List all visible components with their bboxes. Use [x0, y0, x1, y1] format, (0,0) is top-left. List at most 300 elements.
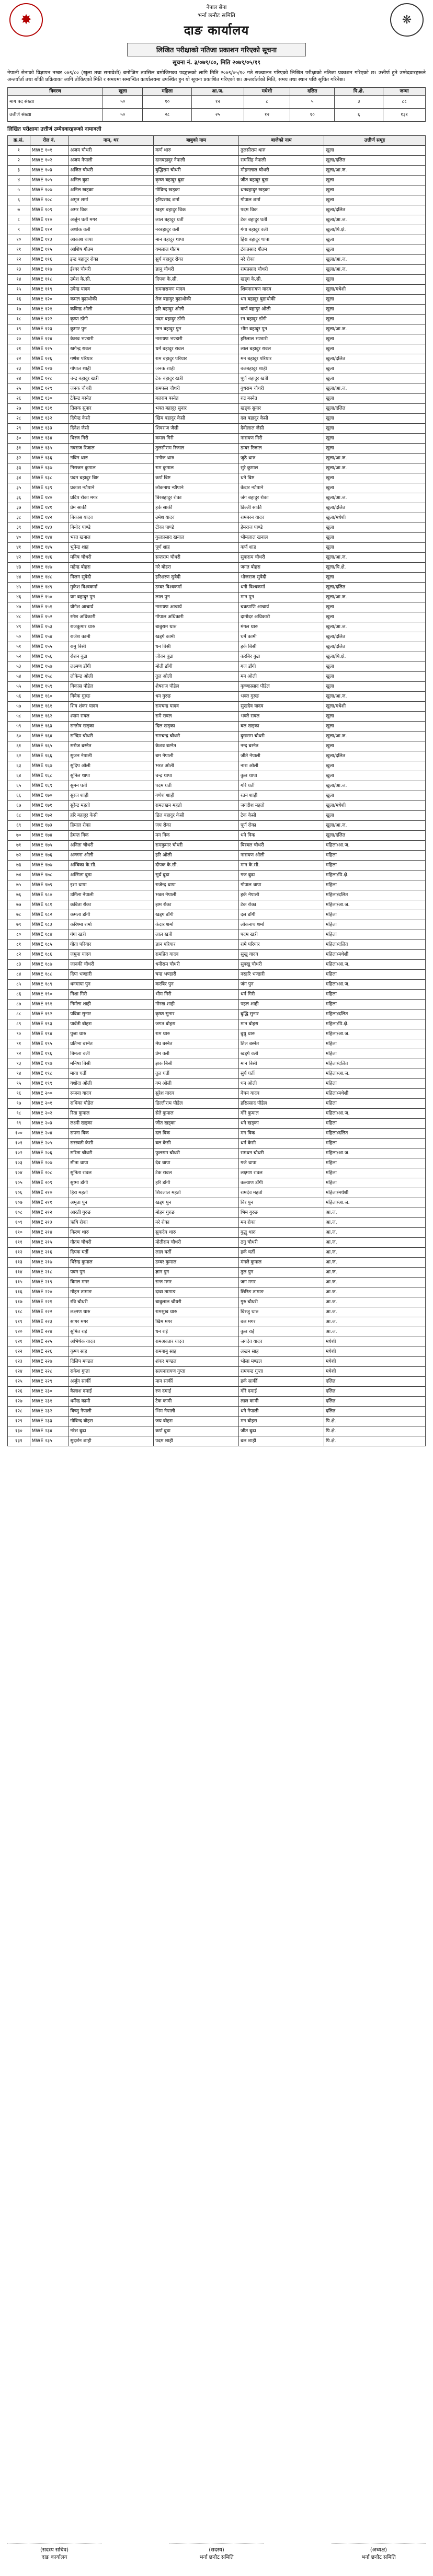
passed-group: महिला/दलित [324, 1009, 425, 1019]
serial-number: ३१ [8, 443, 30, 453]
roll-number: MWE १६६ [30, 751, 69, 761]
table-row [8, 1059, 426, 1069]
passed-group: खुला/पि.क्षे. [324, 562, 425, 572]
grandfather-name: करबिर बुढा [239, 652, 324, 662]
grandfather-name: नरे रोका [239, 254, 324, 264]
father-name: रामअवतार यादव [154, 1337, 239, 1347]
roll-number: MWE २१५ [30, 1237, 69, 1247]
serial-number: ३३ [8, 463, 30, 473]
candidate-name: दिलिप मण्डल [69, 1356, 154, 1366]
candidate-name: सरिता चौधरी [69, 1148, 154, 1158]
table-row [8, 1009, 426, 1019]
passed-group: महिला [324, 1078, 425, 1088]
father-name: सन्त मगर [154, 1277, 239, 1287]
roll-number: MWE १६९ [30, 781, 69, 791]
signature-member-secretary [7, 2544, 101, 2560]
passed-group: महिला [324, 920, 425, 930]
grandfather-name: नरहरि भण्डारी [239, 969, 324, 979]
table-row [8, 602, 426, 612]
father-name: जनक शाही [154, 364, 239, 374]
serial-number: ४५ [8, 582, 30, 592]
serial-number: २३ [8, 364, 30, 374]
grandfather-name: सुखु यादव [239, 949, 324, 959]
table-row [8, 195, 426, 205]
passed-group: खुला [324, 523, 425, 532]
candidate-name: केशव भण्डारी [69, 334, 154, 344]
serial-number: १०२ [8, 1148, 30, 1158]
table-row [8, 175, 426, 185]
father-name: खिम मगर [154, 1317, 239, 1327]
serial-number: १३१ [8, 1436, 30, 1446]
grandfather-name: हिरा बहादुर थापा [239, 235, 324, 245]
passed-group: महिला [324, 850, 425, 860]
passed-group: महिला/आ.ज. [324, 979, 425, 989]
serial-number: ८७ [8, 999, 30, 1009]
serial-number: ५२ [8, 652, 30, 662]
table-row [8, 354, 426, 364]
roll-number: MWE १०७ [30, 185, 69, 195]
roll-number: MWE १९८ [30, 1069, 69, 1078]
grandfather-name: भोला मण्डल [239, 1356, 324, 1366]
roll-number: MWE १३७ [30, 463, 69, 473]
serial-number: १३ [8, 264, 30, 274]
father-name: सन्तराम चौधरी [154, 552, 239, 562]
grandfather-name: बुधु थारु [239, 1029, 324, 1039]
roll-number: MWE १७५ [30, 840, 69, 850]
father-name: रण दमाई [154, 1386, 239, 1396]
serial-number: ६२ [8, 751, 30, 761]
quota-cell: १२ [192, 96, 244, 109]
serial-number: ७१ [8, 840, 30, 850]
candidate-name: पवन पुन [69, 1267, 154, 1277]
serial-number: ७२ [8, 850, 30, 860]
candidate-name: पदम बहादुर बिष्ट [69, 473, 154, 483]
passed-group: मधेशी [324, 1337, 425, 1347]
army-seal-icon: ❋ [390, 3, 424, 37]
father-name: भीम गिरी [154, 989, 239, 999]
candidate-name: लोकेन्द्र ओली [69, 671, 154, 681]
candidate-name: अशोक वली [69, 225, 154, 235]
candidate-name: सुदिप ओली [69, 761, 154, 771]
table-row [8, 920, 426, 930]
father-name: जीत खड्का [154, 1118, 239, 1128]
roll-number: MWE ११२ [30, 225, 69, 235]
serial-number: २९ [8, 423, 30, 433]
roll-number: MWE १०३ [30, 165, 69, 175]
table-row [8, 215, 426, 225]
candidate-name: राजकुमार थारु [69, 622, 154, 632]
serial-number: ६१ [8, 741, 30, 751]
serial-number: ९८ [8, 1108, 30, 1118]
serial-number: ५५ [8, 681, 30, 691]
results-header-cell: क्र.सं. [8, 136, 30, 146]
table-row [8, 691, 426, 701]
table-row [8, 1347, 426, 1356]
roll-number: MWE १७३ [30, 820, 69, 830]
table-row [8, 622, 426, 632]
table-row [8, 274, 426, 284]
candidate-name: सीता थापा [69, 1158, 154, 1168]
passed-group: महिला [324, 930, 425, 939]
passed-group: आ.ज. [324, 1227, 425, 1237]
passed-group: खुला [324, 433, 425, 443]
roll-number: MWE १८६ [30, 949, 69, 959]
passed-group: पि.क्षे. [324, 1426, 425, 1436]
roll-number: MWE १८१ [30, 900, 69, 910]
grandfather-name: बलबहादुर शाही [239, 364, 324, 374]
roll-number: MWE २०६ [30, 1148, 69, 1158]
grandfather-name: गोरे दमाई [239, 1386, 324, 1396]
passed-group: खुला/आ.ज. [324, 215, 425, 225]
grandfather-name: सुक्खु चौधरी [239, 959, 324, 969]
results-header-cell: उत्तीर्ण समूह [324, 136, 425, 146]
father-name: मान सार्की [154, 1376, 239, 1386]
candidate-name: धिरज गिरी [69, 433, 154, 443]
roll-number: MWE २०४ [30, 1128, 69, 1138]
grandfather-name: रामदेव महतो [239, 1188, 324, 1198]
candidate-name: बिष्णु नेपाली [69, 1406, 154, 1416]
serial-number: ६ [8, 195, 30, 205]
passed-group: खुला/मधेशी [324, 513, 425, 523]
table-row [8, 612, 426, 622]
candidate-name: अन्जना ओली [69, 850, 154, 860]
passed-group: महिला/आ.ज. [324, 1069, 425, 1078]
father-name: रामे रावल [154, 711, 239, 721]
table-row [8, 1198, 426, 1208]
passed-group: खुला [324, 741, 425, 751]
roll-number: MWE १७९ [30, 880, 69, 890]
passed-group: महिला/आ.ज. [324, 1148, 425, 1158]
father-name: हर्क सार्की [154, 503, 239, 513]
candidate-name: अर्जुन घर्ती मगर [69, 215, 154, 225]
father-name: बुद्धिराम चौधरी [154, 165, 239, 175]
passed-group: खुला [324, 662, 425, 671]
table-row [8, 443, 426, 453]
father-name: सुकदेव थारु [154, 1227, 239, 1237]
serial-number: ३२ [8, 453, 30, 463]
grandfather-name: दल डाँगी [239, 910, 324, 920]
quota-row [8, 96, 426, 109]
candidate-name: बिमला वली [69, 1049, 154, 1059]
grandfather-name: बल मगर [239, 1317, 324, 1327]
grandfather-name: जुठे थारु [239, 453, 324, 463]
table-row [8, 1029, 426, 1039]
table-row [8, 1118, 426, 1128]
candidate-name: मनिष चौधरी [69, 552, 154, 562]
quota-header-cell: मधेशी [244, 88, 290, 96]
father-name: सुरेश यादव [154, 1088, 239, 1098]
quota-cell: ५० [103, 109, 143, 122]
serial-number: ७४ [8, 870, 30, 880]
grandfather-name: कृष्णप्रसाद पौडेल [239, 681, 324, 691]
father-name: बम नेपाली [154, 751, 239, 761]
roll-number: MWE २२२ [30, 1307, 69, 1317]
father-name: लाल बहादुर घर्ती [154, 215, 239, 225]
grandfather-name: टंकप्रसाद गौतम [239, 245, 324, 254]
serial-number: १२६ [8, 1386, 30, 1396]
grandfather-name: सुरे कुमाल [239, 463, 324, 473]
grandfather-name: मन रोका [239, 1217, 324, 1227]
candidate-name: गणेश परियार [69, 354, 154, 364]
grandfather-name: दल बहादुर केसी [239, 413, 324, 423]
passed-group: महिला/दलित [324, 890, 425, 900]
table-row [8, 403, 426, 413]
grandfather-name: धने खड्का [239, 1118, 324, 1128]
quota-header-cell: विवरण [8, 88, 103, 96]
table-row [8, 800, 426, 810]
grandfather-name: बिरबल चौधरी [239, 840, 324, 850]
serial-number: ११६ [8, 1287, 30, 1297]
table-row [8, 155, 426, 165]
grandfather-name: हर्के बिसी [239, 642, 324, 652]
grandfather-name: छिरिङ तामाङ [239, 1287, 324, 1297]
grandfather-name: दामोदर अधिकारी [239, 612, 324, 622]
passed-group: खुला/पि.क्षे. [324, 652, 425, 662]
shortlist-title: लिखित परीक्षामा उत्तीर्ण उम्मेदवारहरूको नामावली [7, 126, 101, 132]
grandfather-name: जंग बहादुर रोका [239, 493, 324, 503]
passed-group: खुला [324, 245, 425, 254]
passed-group: मधेशी [324, 1347, 425, 1356]
candidate-name: राधिका पौडेल [69, 1098, 154, 1108]
roll-number: MWE २१३ [30, 1217, 69, 1227]
grandfather-name: रामसिंह नेपाली [239, 155, 324, 165]
roll-number: MWE १०८ [30, 195, 69, 205]
candidate-name: किरण थारु [69, 1227, 154, 1237]
table-row [8, 1019, 426, 1029]
grandfather-name: नारायण ओली [239, 850, 324, 860]
passed-group: खुला/आ.ज. [324, 384, 425, 393]
candidate-name: उपेन्द्र यादव [69, 284, 154, 294]
passed-group: आ.ज. [324, 1208, 425, 1217]
candidate-name: अमर विक [69, 205, 154, 215]
passed-group: महिला/पि.क्षे. [324, 1019, 425, 1029]
table-row [8, 1168, 426, 1178]
serial-number: ३० [8, 433, 30, 443]
roll-number: MWE २०० [30, 1088, 69, 1098]
grandfather-name: लखन साह [239, 1347, 324, 1356]
serial-number: ६८ [8, 810, 30, 820]
grandfather-name: हर्क सार्की [239, 1376, 324, 1386]
serial-number: ४६ [8, 592, 30, 602]
passed-group: खुला/दलित [324, 354, 425, 364]
table-row [8, 1436, 426, 1446]
roll-number: MWE १५१ [30, 602, 69, 612]
passed-group: महिला/मधेशी [324, 1088, 425, 1098]
sig1-sub: दाङ कार्यालय [41, 2555, 67, 2560]
father-name: नरे रोका [154, 1217, 239, 1227]
serial-number: २६ [8, 393, 30, 403]
serial-number: ३७ [8, 503, 30, 513]
roll-number: MWE २०३ [30, 1118, 69, 1128]
grandfather-name: मन ओली [239, 671, 324, 681]
serial-number: १८ [8, 314, 30, 324]
father-name: राम बहादुर परियार [154, 354, 239, 364]
candidate-name: राजेश कामी [69, 632, 154, 642]
roll-number: MWE १३८ [30, 473, 69, 483]
candidate-name: धर्मेन्द्र कामी [69, 1396, 154, 1406]
grandfather-name: मान बोहरा [239, 1019, 324, 1029]
serial-number: १७ [8, 304, 30, 314]
roll-number: MWE २१८ [30, 1267, 69, 1277]
father-name: राम थारु [154, 1029, 239, 1039]
table-row [8, 225, 426, 235]
serial-number: १२२ [8, 1347, 30, 1356]
roll-number: MWE २२९ [30, 1376, 69, 1386]
roll-number: MWE १८३ [30, 920, 69, 930]
father-name: डिल्लीराम पौडेल [154, 1098, 239, 1108]
father-name: सेते कुमाल [154, 1108, 239, 1118]
father-name: तेज बहादुर बुढाथोकी [154, 294, 239, 304]
table-row [8, 701, 426, 711]
grandfather-name: टेक रोका [239, 900, 324, 910]
passed-group: खुला/पि.क्षे. [324, 225, 425, 235]
grandfather-name: खड्ग के.सी. [239, 274, 324, 284]
passed-group: खुला/आ.ज. [324, 820, 425, 830]
grandfather-name: केदार न्यौपाने [239, 483, 324, 493]
passed-group: दलित [324, 1376, 425, 1386]
roll-number: MWE १४१ [30, 503, 69, 513]
father-name: धन गुरुङ [154, 691, 239, 701]
grandfather-name: नन्द बस्नेत [239, 741, 324, 751]
candidate-name: धिरेन्द्र कुमाल [69, 1257, 154, 1267]
serial-number: ७९ [8, 920, 30, 930]
candidate-name: आकाश थापा [69, 235, 154, 245]
roll-number: MWE १०२ [30, 155, 69, 165]
serial-number: १२० [8, 1327, 30, 1337]
table-row [8, 562, 426, 572]
roll-number: MWE २२० [30, 1287, 69, 1297]
serial-number: ७ [8, 205, 30, 215]
candidate-name: अभिषेक यादव [69, 1337, 154, 1347]
passed-group: खुला [324, 235, 425, 245]
roll-number: MWE १८४ [30, 930, 69, 939]
roll-number: MWE २०७ [30, 1158, 69, 1168]
father-name: मान बहादुर थापा [154, 235, 239, 245]
org-line1: नेपाल सेना [206, 5, 227, 10]
father-name: रामकुमार चौधरी [154, 840, 239, 850]
roll-number: MWE २२७ [30, 1356, 69, 1366]
roll-number: MWE २१० [30, 1188, 69, 1198]
serial-number: १२४ [8, 1366, 30, 1376]
grandfather-name: रतन शाही [239, 791, 324, 800]
table-row [8, 671, 426, 681]
candidate-name: सपना विक [69, 1128, 154, 1138]
father-name: राजेन्द्र थापा [154, 880, 239, 890]
candidate-name: राकेश गुप्ता [69, 1366, 154, 1376]
serial-number: ७६ [8, 890, 30, 900]
candidate-name: पुजा थारु [69, 1029, 154, 1039]
grandfather-name: नारा ओली [239, 761, 324, 771]
roll-number: MWE १३६ [30, 453, 69, 463]
grandfather-name: बेचन यादव [239, 1088, 324, 1098]
roll-number: MWE १४६ [30, 552, 69, 562]
candidate-name: यम बहादुर पुन [69, 592, 154, 602]
grandfather-name: बल शाही [239, 1436, 324, 1446]
roll-number: MWE १८२ [30, 910, 69, 920]
serial-number: १६ [8, 294, 30, 304]
candidate-name: सुरेन्द्र महतो [69, 800, 154, 810]
grandfather-name: मन विक [239, 1128, 324, 1138]
roll-number: MWE १४३ [30, 523, 69, 532]
table-row [8, 959, 426, 969]
quota-cell: १० [290, 109, 335, 122]
roll-number: MWE १७४ [30, 830, 69, 840]
roll-number: MWE ११५ [30, 245, 69, 254]
quota-cell: ३ [335, 96, 383, 109]
passed-group: खुला [324, 393, 425, 403]
serial-number: ४२ [8, 552, 30, 562]
passed-group: महिला [324, 1168, 425, 1178]
father-name: टीका पाण्डे [154, 523, 239, 532]
passed-group: खुला [324, 195, 425, 205]
passed-group: खुला [324, 791, 425, 800]
candidate-name: सुमन घर्ती [69, 781, 154, 791]
candidate-name: कबिता रोका [69, 900, 154, 910]
father-name: जय बोहरा [154, 1416, 239, 1426]
candidate-name: ऋषि रोका [69, 1217, 154, 1227]
grandfather-name: तुलसीराम थारु [239, 145, 324, 155]
passed-group: खुला/आ.ज. [324, 552, 425, 562]
grandfather-name: कुल थापा [239, 771, 324, 781]
grandfather-name: बिर पुन [239, 1198, 324, 1208]
table-row [8, 1416, 426, 1426]
table-row [8, 552, 426, 562]
footer [7, 2544, 426, 2560]
table-row [8, 433, 426, 443]
table-row [8, 145, 426, 155]
candidate-name: खगेन्द्र रावल [69, 344, 154, 354]
serial-number: ११७ [8, 1297, 30, 1307]
candidate-name: सन्तोष खड्का [69, 721, 154, 731]
grandfather-name: देवीलाल जैसी [239, 423, 324, 433]
quota-cell: १० [143, 96, 192, 109]
candidate-name: टेकेन्द्र बस्नेत [69, 393, 154, 403]
serial-number: १०८ [8, 1208, 30, 1217]
grandfather-name: मंगल थारु [239, 622, 324, 632]
serial-number: ४ [8, 175, 30, 185]
candidate-name: हिमाल रोका [69, 820, 154, 830]
father-name: राम कुमाल [154, 463, 239, 473]
passed-group: खुला [324, 443, 425, 453]
roll-number: MWE १९४ [30, 1029, 69, 1039]
candidate-name: चन्द्र बहादुर खत्री [69, 374, 154, 384]
serial-number: १४ [8, 274, 30, 284]
candidate-name: रवि चौधरी [69, 1297, 154, 1307]
table-row [8, 1227, 426, 1237]
father-name: नरबहादुर वली [154, 225, 239, 235]
candidate-name: सुष्मा डाँगी [69, 1178, 154, 1188]
quota-header-cell: पि.क्षे. [335, 88, 383, 96]
grandfather-name: सुकराम चौधरी [239, 552, 324, 562]
roll-number: MWE २०८ [30, 1168, 69, 1178]
passed-group: महिला [324, 1178, 425, 1188]
passed-group: खुला [324, 532, 425, 542]
table-row [8, 185, 426, 195]
father-name: ज्ञानु चौधरी [154, 264, 239, 274]
table-row [8, 711, 426, 721]
serial-number: ४० [8, 532, 30, 542]
candidate-name: अजय चौधरी [69, 145, 154, 155]
grandfather-name: मन बोहरा [239, 1416, 324, 1426]
grandfather-name: सुर्य घर्ती [239, 1069, 324, 1078]
roll-number: MWE १८७ [30, 959, 69, 969]
father-name: धन राई [154, 1327, 239, 1337]
passed-group: खुला [324, 721, 425, 731]
candidate-name: भरत खनाल [69, 532, 154, 542]
serial-number: १ [8, 145, 30, 155]
quota-cell: १२ [244, 109, 290, 122]
passed-group: आ.ज. [324, 1287, 425, 1297]
